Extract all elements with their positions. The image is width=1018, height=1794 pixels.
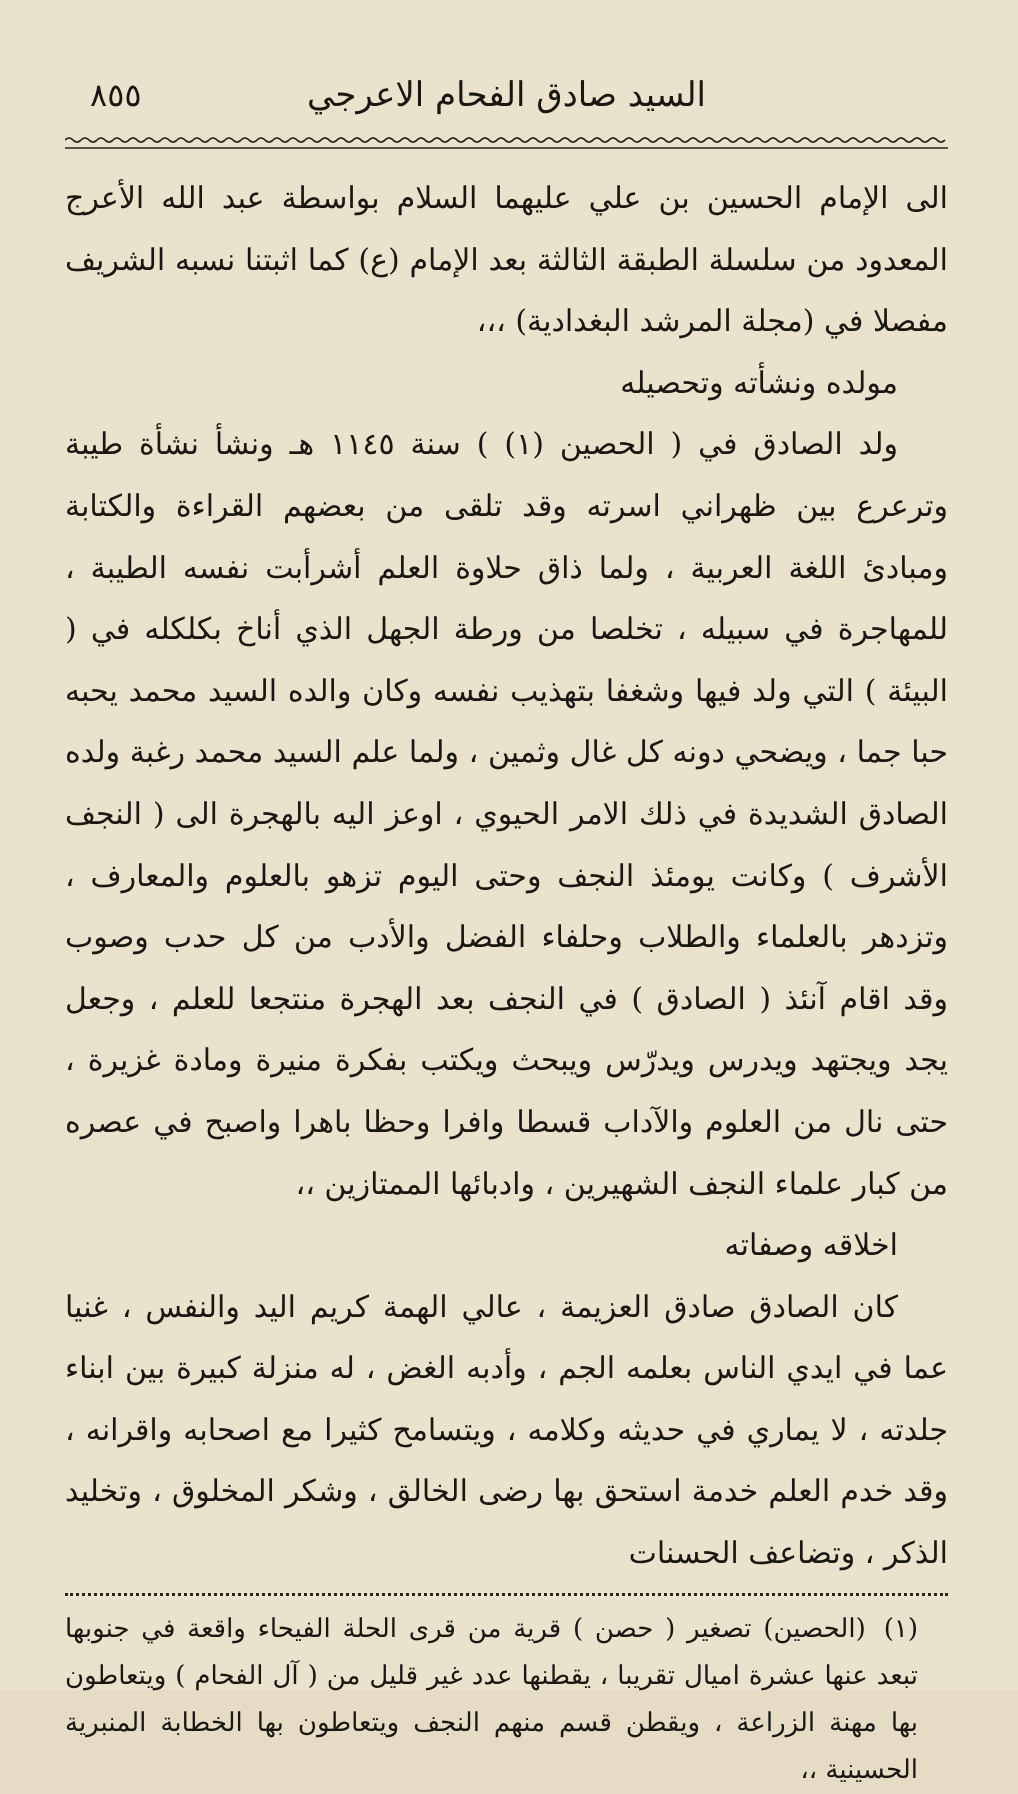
footnote-marker: (١) xyxy=(883,1613,918,1644)
character-paragraph: كان الصادق صادق العزيمة ، عالي الهمة كريم اليد والنفس ، غنيا عما في ايدي الناس بعلمه الجم ، وأدبه الغض ، له منزلة كبيرة بين ابناء جلدته ، لا يماري في حديثه وكلامه ، ويتسامح كثيرا مع اصحابه واقرانه ، وقد خدم العلم خدمة استحق بها رضى الخالق ، وشكر المخلوق ، وتخليد الذكر ، وتضاعف الحسنات xyxy=(65,1289,948,1572)
page-number: ٨٥٥ xyxy=(90,76,142,114)
intro-paragraph: الى الإمام الحسين بن علي عليهما السلام بواسطة عبد الله الأعرج المعدود من سلسلة الطبقة الثالثة بعد الإمام (ع) كما اثبتنا نسبه الشريف مفصلا في (مجلة المرشد البغدادية) ،،، xyxy=(65,181,948,340)
main-text xyxy=(65,168,948,1585)
footnote-divider xyxy=(65,1593,948,1596)
section-heading-character: اخلاقه وصفاته xyxy=(724,1228,898,1264)
footnote-text: (الحصين) تصغير ( حصن ) قرية من قرى الحلة الفيحاء واقعة في جنوبها تبعد عنها عشرة اميال تقريبا ، يقطنها عدد غير قليل من ( آل الفحام ) ويتعاطون بها مهنة الزراعة ، ويقطن قسم منهم النجف ويتعاطون بها الخطابة المنبرية الحسينية ،، xyxy=(65,1613,918,1785)
birth-paragraph: ولد الصادق في ( الحصين (١) ) سنة ١١٤٥ هـ ونشأ نشأة طيبة وترعرع بين ظهراني اسرته وقد تلقى من بعضهم القراءة والكتابة ومبادئ اللغة العربية ، ولما ذاق حلاوة العلم أشرأبت نفسه الطيبة ، للمهاجرة في سبيله ، تخلصا من ورطة الجهل الذي أناخ بكلكله في ( البيئة ) التي ولد فيها وشغفا بتهذيب نفسه وكان والده السيد محمد يحبه حبا جما ، ويضحي دونه كل غال وثمين ، ولما علم السيد محمد رغبة ولده الصادق الشديدة في ذلك الامر الحيوي ، اوعز اليه بالهجرة الى ( النجف الأشرف ) وكانت يومئذ النجف وحتى اليوم تزهو بالعلوم والمعارف ، وتزدهر بالعلماء والطلاب وحلفاء الفضل والأدب من كل حدب وصوب وقد اقام آنئذ ( الصادق ) في النجف بعد الهجرة منتجعا للعلم ، وجعل يجد ويجتهد ويدرس ويدرّس ويبحث ويكتب بفكرة منيرة ومادة غزيرة ، حتى نال من العلوم والآداب قسطا وافرا وحظا باهرا واصبح في عصره من كبار علماء النجف الشهيرين ، وادبائها الممتازين ،، xyxy=(65,427,948,1202)
page-header xyxy=(65,70,948,132)
running-title: السيد صادق الفحام الاعرجي xyxy=(306,75,707,115)
section-heading-birth: مولده ونشأته وتحصيله xyxy=(620,365,898,401)
footnote xyxy=(65,1606,948,1794)
wavy-divider xyxy=(65,136,948,152)
